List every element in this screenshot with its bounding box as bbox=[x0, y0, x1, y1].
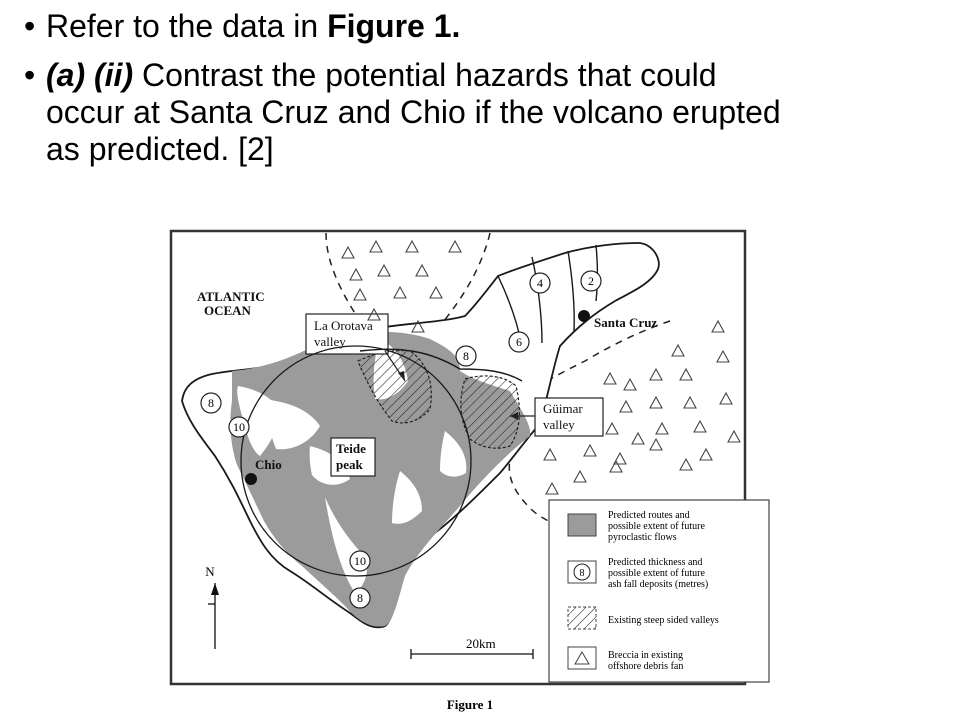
contour-label: 6 bbox=[516, 335, 522, 349]
legend-breccia-line1: Breccia in existing bbox=[608, 650, 683, 661]
bullet-question bbox=[24, 57, 944, 168]
orotava-label-line1: La Orotava bbox=[314, 318, 373, 333]
legend-valleys-text: Existing steep sided valleys bbox=[608, 615, 719, 626]
contour-label: 10 bbox=[233, 420, 245, 434]
ocean-label-line2: OCEAN bbox=[204, 303, 251, 318]
question-line-3: as predicted. [2] bbox=[46, 131, 274, 167]
question-number: (a) (ii) bbox=[46, 57, 134, 93]
guimar-hatch bbox=[461, 376, 520, 448]
question-line-2: occur at Santa Cruz and Chio if the volcano erupted bbox=[46, 94, 781, 130]
bullet-refer bbox=[24, 8, 944, 45]
legend-ashfall-line1: Predicted thickness and bbox=[608, 557, 703, 568]
bullet-refer-text: Refer to the data in bbox=[46, 8, 328, 44]
figure-caption: Figure 1 bbox=[446, 697, 494, 712]
figure-1 bbox=[160, 221, 780, 720]
guimar-label-line2: valley bbox=[543, 417, 575, 432]
legend-pyroclastic-swatch bbox=[568, 514, 596, 536]
chio-label: Chio bbox=[255, 457, 282, 472]
bullet-dot: • bbox=[24, 8, 36, 44]
teide-label-line2: peak bbox=[336, 457, 363, 472]
legend-pyroclastic-line3: pyroclastic flows bbox=[608, 532, 677, 543]
santa-cruz-label: Santa Cruz bbox=[594, 315, 658, 330]
north-label: N bbox=[205, 564, 215, 579]
contour-label: 8 bbox=[463, 349, 469, 363]
question-line-1: Contrast the potential hazards that could bbox=[133, 57, 717, 93]
legend-ashfall-line3: ash fall deposits (metres) bbox=[608, 579, 709, 590]
chio-marker bbox=[245, 473, 257, 485]
ocean-label-line1: ATLANTIC bbox=[197, 289, 265, 304]
slide-bullets bbox=[24, 8, 944, 180]
contour-label: 8 bbox=[208, 396, 214, 410]
contour-label: 4 bbox=[537, 276, 543, 290]
scale-label: 20km bbox=[466, 636, 496, 651]
legend-pyroclastic-line2: possible extent of future bbox=[608, 521, 705, 532]
legend-pyroclastic-line1: Predicted routes and bbox=[608, 510, 690, 521]
legend-ashfall-line2: possible extent of future bbox=[608, 568, 705, 579]
contour-label: 8 bbox=[357, 591, 363, 605]
legend-valley-swatch bbox=[568, 607, 596, 629]
guimar-label-line1: Güimar bbox=[543, 401, 583, 416]
bullet-dot: • bbox=[24, 57, 36, 93]
santa-cruz-marker bbox=[578, 310, 590, 322]
teide-label-line1: Teide bbox=[336, 441, 366, 456]
figure-reference: Figure 1. bbox=[327, 8, 461, 44]
map-legend bbox=[549, 500, 769, 682]
contour-label: 2 bbox=[588, 274, 594, 288]
legend-ashfall-number: 8 bbox=[579, 568, 585, 579]
contour-label: 10 bbox=[354, 554, 366, 568]
legend-breccia-line2: offshore debris fan bbox=[608, 661, 684, 672]
orotava-label-line2: valley bbox=[314, 334, 346, 349]
